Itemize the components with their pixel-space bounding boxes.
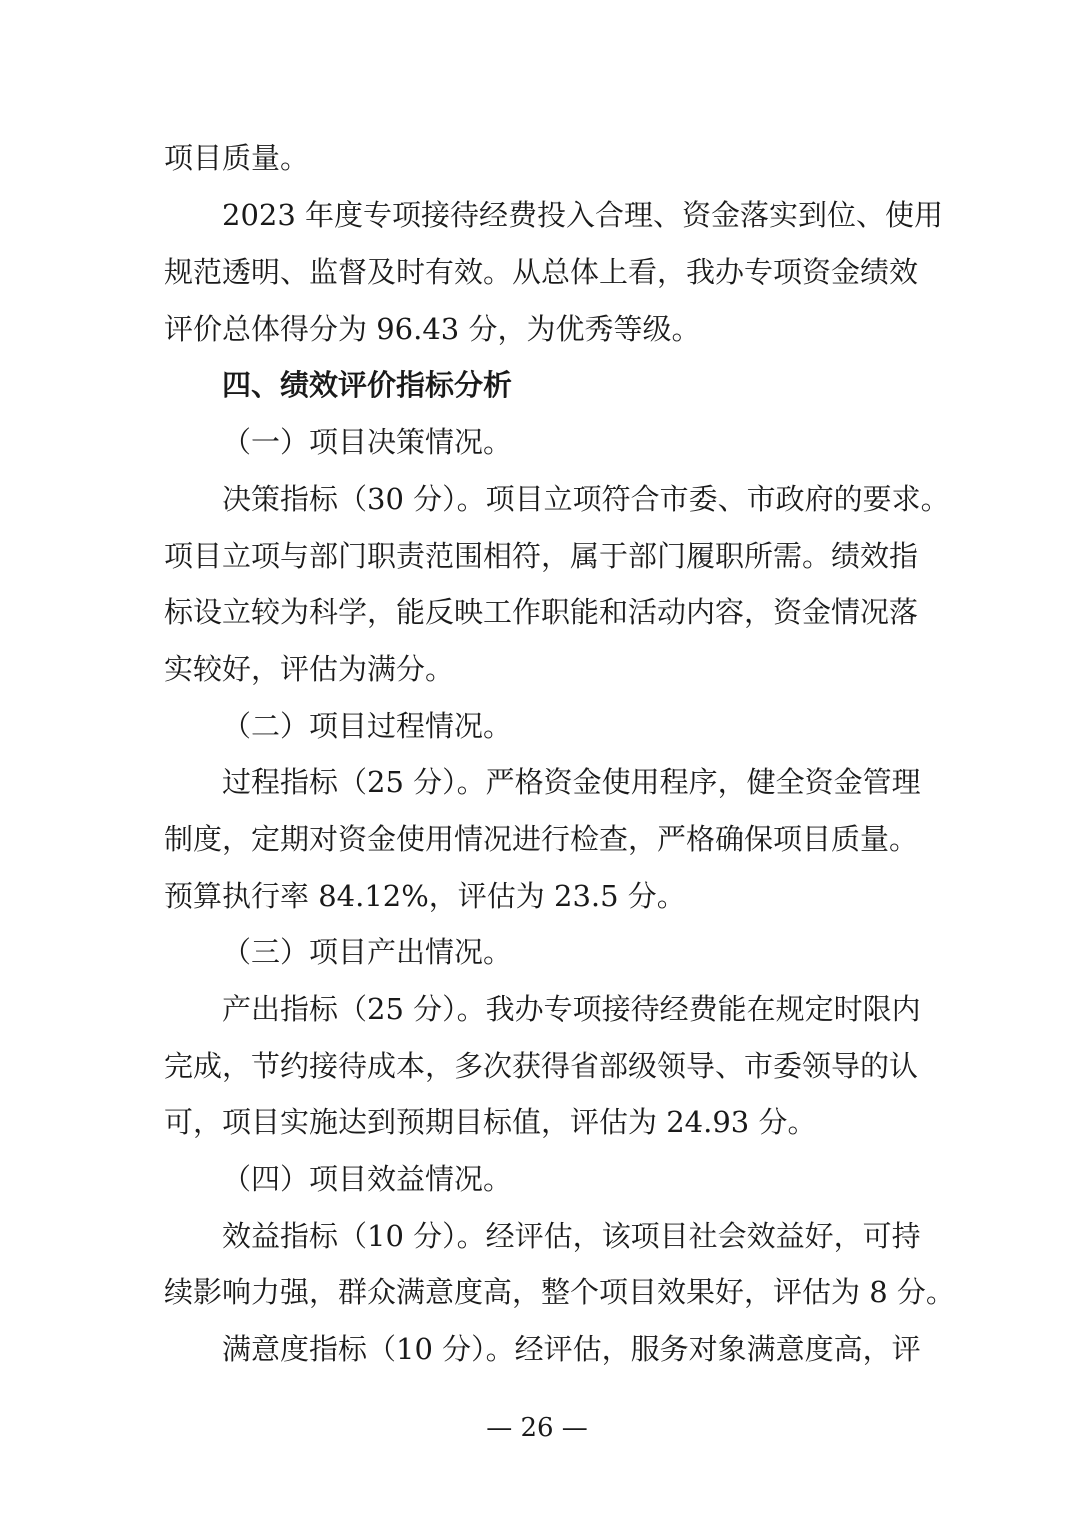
text-line: 预算执行率 84.12%，评估为 23.5 分。 xyxy=(164,879,686,913)
text-line: 制度，定期对资金使用情况进行检查，严格确保项目质量。 xyxy=(164,822,919,856)
text-line: 可，项目实施达到预期目标值，评估为 24.93 分。 xyxy=(164,1105,817,1139)
text-line: 满意度指标（10 分）。经评估，服务对象满意度高，评 xyxy=(222,1332,921,1366)
page-number: — 26 — xyxy=(486,1413,588,1443)
section-heading: 四、绩效评价指标分析 xyxy=(222,368,513,402)
subsection-heading: （四）项目效益情况。 xyxy=(222,1162,513,1196)
text-line: 2023 年度专项接待经费投入合理、资金落实到位、使用 xyxy=(222,198,944,232)
subsection-heading: （二）项目过程情况。 xyxy=(222,709,513,743)
text-line: 完成，节约接待成本，多次获得省部级领导、市委领导的认 xyxy=(164,1049,919,1083)
text-line: 规范透明、监督及时有效。从总体上看，我办专项资金绩效 xyxy=(164,255,919,289)
text-line: 过程指标（25 分）。严格资金使用程序，健全资金管理 xyxy=(222,765,921,799)
text-line: 效益指标（10 分）。经评估，该项目社会效益好，可持 xyxy=(222,1219,921,1253)
text-line: 实较好，评估为满分。 xyxy=(164,652,455,686)
text-line: 续影响力强，群众满意度高，整个项目效果好，评估为 8 分。 xyxy=(164,1275,955,1309)
text-line: 标设立较为科学，能反映工作职能和活动内容，资金情况落 xyxy=(164,595,919,629)
subsection-heading: （三）项目产出情况。 xyxy=(222,935,513,969)
text-line: 项目质量。 xyxy=(164,141,310,175)
subsection-heading: （一）项目决策情况。 xyxy=(222,425,513,459)
text-line: 评价总体得分为 96.43 分，为优秀等级。 xyxy=(164,312,701,346)
text-line: 项目立项与部门职责范围相符，属于部门履职所需。绩效指 xyxy=(164,539,919,573)
text-line: 产出指标（25 分）。我办专项接待经费能在规定时限内 xyxy=(222,992,921,1026)
text-line: 决策指标（30 分）。项目立项符合市委、市政府的要求。 xyxy=(222,482,950,516)
